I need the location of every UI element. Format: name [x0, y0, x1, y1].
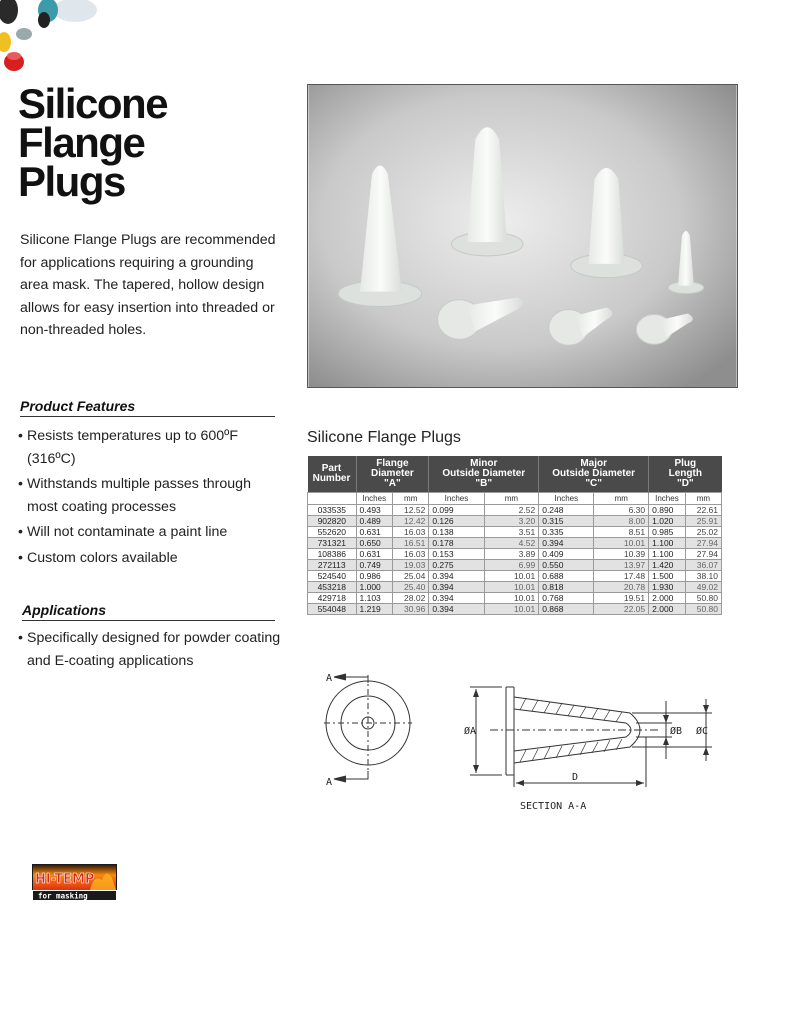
inches-cell: 0.138 — [429, 527, 484, 538]
inches-cell: 0.248 — [539, 505, 594, 516]
mm-cell: 10.01 — [484, 604, 539, 615]
mm-cell: 3.51 — [484, 527, 539, 538]
spec-table — [307, 456, 722, 615]
feature-text: Custom colors available — [27, 549, 178, 566]
section-label: SECTION A-A — [520, 801, 587, 812]
mm-cell: 50.80 — [685, 604, 721, 615]
mm-cell: 27.94 — [685, 549, 721, 560]
mm-cell: 12.52 — [393, 505, 429, 516]
inches-cell: 1.100 — [649, 549, 686, 560]
mm-cell: 6.99 — [484, 560, 539, 571]
inches-cell: 1.420 — [649, 560, 686, 571]
table-row — [308, 538, 722, 549]
title-line: Silicone — [18, 80, 168, 127]
bullet-icon: • — [18, 630, 23, 646]
title-line: Plugs — [18, 158, 125, 205]
inches-cell: 2.000 — [649, 593, 686, 604]
technical-drawing — [320, 667, 720, 815]
bullet-icon: • — [18, 549, 23, 566]
corner-plug-photo — [0, 0, 110, 80]
title-line: Flange — [18, 119, 145, 166]
mm-cell: 4.52 — [484, 538, 539, 549]
inches-cell: 1.219 — [356, 604, 393, 615]
table-row — [308, 516, 722, 527]
inches-cell: 0.818 — [539, 582, 594, 593]
table-body — [308, 505, 722, 615]
list-item — [18, 547, 283, 570]
mm-cell: 8.51 — [594, 527, 649, 538]
unit-mm: mm — [393, 493, 429, 505]
intro-paragraph: Silicone Flange Plugs are recommended for applications requiring a grounding area mask. The tapered, hollow design allows for easy insertion into threaded or non-threaded holes. — [20, 232, 276, 338]
part-number-cell: 033535 — [308, 505, 357, 516]
inches-cell: 0.493 — [356, 505, 393, 516]
table-row — [308, 549, 722, 560]
inches-cell: 0.126 — [429, 516, 484, 527]
inches-cell: 0.550 — [539, 560, 594, 571]
mm-cell: 20.78 — [594, 582, 649, 593]
mm-cell: 22.61 — [685, 505, 721, 516]
mm-cell: 2.52 — [484, 505, 539, 516]
table-row — [308, 571, 722, 582]
part-number-cell: 524540 — [308, 571, 357, 582]
part-number-cell: 429718 — [308, 593, 357, 604]
inches-cell: 0.178 — [429, 538, 484, 549]
bullet-icon: • — [18, 524, 23, 540]
units-blank — [308, 493, 357, 505]
unit-mm: mm — [484, 493, 539, 505]
mm-cell: 19.03 — [393, 560, 429, 571]
list-item — [18, 473, 283, 518]
header-minor-od: Minor Outside Diameter "B" — [429, 456, 539, 493]
part-number-cell: 552620 — [308, 527, 357, 538]
label-a-bottom: A — [326, 777, 333, 788]
bullet-icon: • — [18, 476, 23, 492]
applications-list — [18, 627, 283, 675]
logo-for-masking-text: for masking — [38, 891, 88, 901]
inches-cell: 0.275 — [429, 560, 484, 571]
table-row — [308, 527, 722, 538]
inches-cell: 1.100 — [649, 538, 686, 549]
inches-cell: 0.868 — [539, 604, 594, 615]
mm-cell: 49.02 — [685, 582, 721, 593]
application-text: Specifically designed for powder coating and E-coating applications — [27, 630, 281, 669]
table-row — [308, 604, 722, 615]
mm-cell: 16.51 — [393, 538, 429, 549]
list-item — [18, 521, 283, 544]
bullet-icon: • — [18, 428, 23, 444]
inches-cell: 0.394 — [429, 571, 484, 582]
label-d: D — [572, 772, 579, 783]
unit-inches: Inches — [429, 493, 484, 505]
inches-cell: 0.749 — [356, 560, 393, 571]
mm-cell: 27.94 — [685, 538, 721, 549]
inches-cell: 0.688 — [539, 571, 594, 582]
header-plug-length: Plug Length "D" — [649, 456, 722, 493]
inches-cell: 1.930 — [649, 582, 686, 593]
inches-cell: 0.153 — [429, 549, 484, 560]
unit-inches: Inches — [539, 493, 594, 505]
part-number-cell: 731321 — [308, 538, 357, 549]
mm-cell: 50.80 — [685, 593, 721, 604]
inches-cell: 0.394 — [429, 582, 484, 593]
mm-cell: 10.01 — [484, 571, 539, 582]
mm-cell: 25.91 — [685, 516, 721, 527]
mm-cell: 8.00 — [594, 516, 649, 527]
mm-cell: 3.20 — [484, 516, 539, 527]
mm-cell: 16.03 — [393, 527, 429, 538]
inches-cell: 0.335 — [539, 527, 594, 538]
feature-text: Withstands multiple passes through most coating processes — [27, 476, 251, 515]
applications-heading: Applications — [22, 602, 275, 621]
inches-cell: 1.103 — [356, 593, 393, 604]
table-title: Silicone Flange Plugs — [307, 429, 461, 446]
inches-cell: 0.394 — [429, 604, 484, 615]
mm-cell: 25.04 — [393, 571, 429, 582]
feature-text: Resists temperatures up to 600ºF (316ºC) — [27, 428, 238, 467]
part-number-cell: 453218 — [308, 582, 357, 593]
inches-cell: 0.890 — [649, 505, 686, 516]
inches-cell: 2.000 — [649, 604, 686, 615]
inches-cell: 1.000 — [356, 582, 393, 593]
mm-cell: 22.05 — [594, 604, 649, 615]
mm-cell: 12.42 — [393, 516, 429, 527]
part-number-cell: 272113 — [308, 560, 357, 571]
part-number-cell: 108386 — [308, 549, 357, 560]
inches-cell: 0.768 — [539, 593, 594, 604]
table-row — [308, 505, 722, 516]
unit-mm: mm — [594, 493, 649, 505]
logo-hi-temp-text: HI-TEMP — [35, 872, 95, 887]
mm-cell: 30.96 — [393, 604, 429, 615]
mm-cell: 10.01 — [484, 582, 539, 593]
inches-cell: 0.315 — [539, 516, 594, 527]
label-dia-a: ØA — [464, 726, 477, 737]
label-a-top: A — [326, 673, 333, 684]
inches-cell: 1.020 — [649, 516, 686, 527]
inches-cell: 0.985 — [649, 527, 686, 538]
mm-cell: 38.10 — [685, 571, 721, 582]
header-part-number: Part Number — [308, 456, 357, 493]
label-dia-c: ØC — [696, 726, 709, 737]
features-list — [18, 425, 283, 572]
mm-cell: 10.39 — [594, 549, 649, 560]
hi-temp-logo — [32, 864, 117, 901]
unit-inches: Inches — [356, 493, 393, 505]
inches-cell: 0.489 — [356, 516, 393, 527]
mm-cell: 13.97 — [594, 560, 649, 571]
features-heading: Product Features — [20, 398, 275, 417]
mm-cell: 36.07 — [685, 560, 721, 571]
inches-cell: 0.099 — [429, 505, 484, 516]
mm-cell: 25.02 — [685, 527, 721, 538]
header-flange-diameter: Flange Diameter "A" — [356, 456, 429, 493]
mm-cell: 28.02 — [393, 593, 429, 604]
inches-cell: 0.409 — [539, 549, 594, 560]
part-number-cell: 554048 — [308, 604, 357, 615]
table-row — [308, 593, 722, 604]
product-photo — [307, 84, 738, 388]
unit-mm: mm — [685, 493, 721, 505]
mm-cell: 6.30 — [594, 505, 649, 516]
unit-inches: Inches — [649, 493, 686, 505]
inches-cell: 0.631 — [356, 549, 393, 560]
inches-cell: 0.986 — [356, 571, 393, 582]
inches-cell: 1.500 — [649, 571, 686, 582]
inches-cell: 0.394 — [429, 593, 484, 604]
mm-cell: 3.89 — [484, 549, 539, 560]
mm-cell: 10.01 — [594, 538, 649, 549]
inches-cell: 0.631 — [356, 527, 393, 538]
table-row — [308, 560, 722, 571]
label-dia-b: ØB — [670, 726, 683, 737]
inches-cell: 0.650 — [356, 538, 393, 549]
part-number-cell: 902820 — [308, 516, 357, 527]
feature-text: Will not contaminate a paint line — [27, 524, 228, 540]
table-row — [308, 582, 722, 593]
mm-cell: 10.01 — [484, 593, 539, 604]
mm-cell: 25.40 — [393, 582, 429, 593]
inches-cell: 0.394 — [539, 538, 594, 549]
page-title — [18, 80, 288, 205]
table-units-row — [308, 493, 722, 505]
mm-cell: 19.51 — [594, 593, 649, 604]
header-major-od: Major Outside Diameter "C" — [539, 456, 649, 493]
mm-cell: 17.48 — [594, 571, 649, 582]
mm-cell: 16.03 — [393, 549, 429, 560]
table-header-row — [308, 456, 722, 493]
list-item — [18, 627, 283, 672]
list-item — [18, 425, 283, 470]
